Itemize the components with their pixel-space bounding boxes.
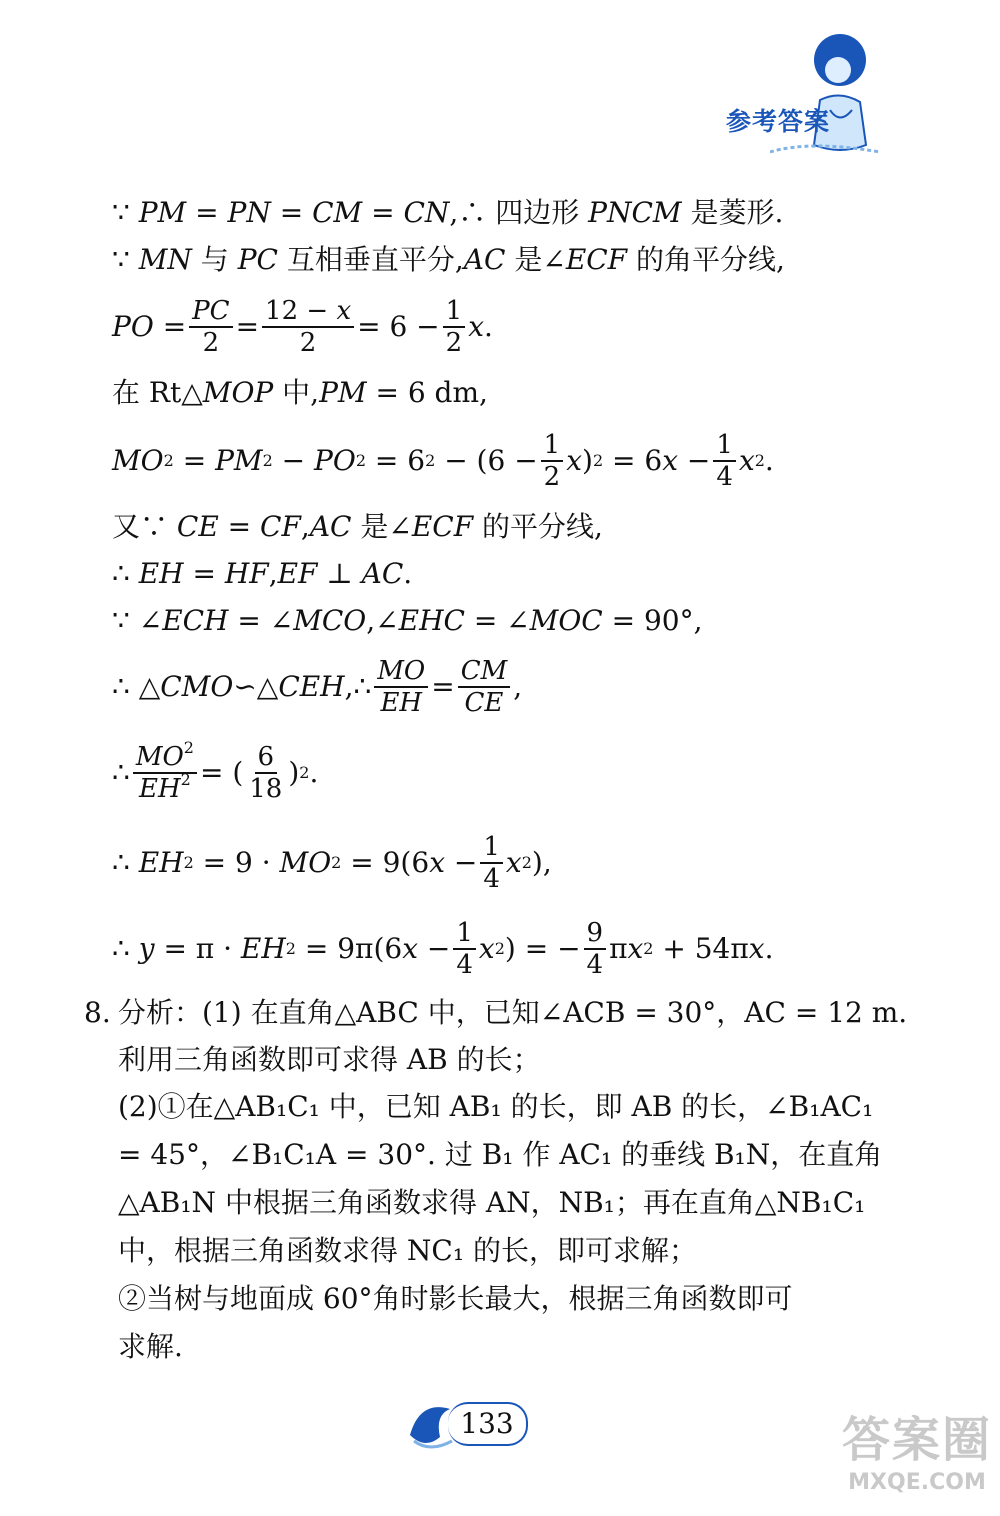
- solution-line-10: ∴ $\frac{MO^2}{EH^2}$ = ( $\frac{6}{18}$ ) 2 .: [112, 738, 319, 804]
- solution-line-5: MO 2 = PM 2 − PO 2 = 6 2 − (6 − $\frac{1}{2}$ x ) 2 = 6 x − $\frac{1}{4}$ x 2 .: [112, 430, 774, 492]
- watermark-logo-text: 答案圈: [842, 1412, 993, 1468]
- page-number: 133: [448, 1402, 528, 1446]
- solution-line-1: ∵ PM = PN = CM = CN ,∴ 四边形 PNCM 是菱形.: [112, 196, 784, 229]
- solution-line-3: PO = $\frac{PC}{2}$ = $\frac{12 - x}{2}$ = 6 − $\frac{1}{2}$ x .: [112, 296, 493, 358]
- solution-line-6: 又∵ CE = CF , AC 是∠ ECF 的平分线,: [112, 510, 603, 543]
- problem-8-line-7: ②当树与地面成 60°角时影长最大，根据三角函数即可: [118, 1282, 793, 1315]
- solution-line-2: ∵ MN 与 PC 互相垂直平分, AC 是∠ ECF 的角平分线,: [112, 243, 785, 276]
- section-header-label: 参考答案: [726, 107, 831, 136]
- watermark-url: MXQE.COM: [848, 1470, 986, 1495]
- problem-8-line-3: (2)①在△AB₁C₁ 中，已知 AB₁ 的长，即 AB 的长，∠B₁AC₁: [118, 1090, 874, 1123]
- problem-8-line-6: 中，根据三角函数求得 NC₁ 的长，即可求解；: [118, 1234, 697, 1267]
- solution-line-12: ∴ y = π · EH 2 = 9π(6 x − $\frac{1}{4}$ x 2 ) = − $\frac{9}{4}$ π x 2 + 54π x .: [112, 918, 774, 980]
- solution-line-7: ∴ EH = HF , EF ⊥ AC .: [112, 557, 413, 590]
- girl-mascot-icon: [770, 30, 880, 160]
- problem-8-line-1: 分析：(1) 在直角△ABC 中，已知∠ACB = 30°，AC = 12 m.: [118, 996, 908, 1029]
- problem-8-line-4: = 45°，∠B₁C₁A = 30°. 过 B₁ 作 AC₁ 的垂线 B₁N，在直角: [118, 1138, 883, 1171]
- solution-line-8: ∵ ∠ ECH = ∠ MCO ,∠ EHC = ∠ MOC = 90°,: [112, 604, 703, 637]
- problem-8-line-5: △AB₁N 中根据三角函数求得 AN，NB₁；再在直角△NB₁C₁: [118, 1186, 866, 1219]
- solution-line-4: 在 Rt△ MOP 中, PM = 6 dm,: [112, 376, 488, 409]
- problem-8-line-2: 利用三角函数即可求得 AB 的长；: [118, 1043, 541, 1076]
- watermark: [842, 1410, 992, 1510]
- solution-line-11: ∴ EH 2 = 9 · MO 2 = 9(6 x − $\frac{1}{4}$ x 2 ),: [112, 832, 552, 894]
- problem-8-line-8: 求解.: [118, 1330, 183, 1363]
- solution-line-9: ∴ △ CMO ∽△ CEH ,∴ $\frac{MO}{EH}$ = $\frac{CM}{CE}$ ,: [112, 656, 523, 718]
- problem-number: 8.: [84, 996, 111, 1029]
